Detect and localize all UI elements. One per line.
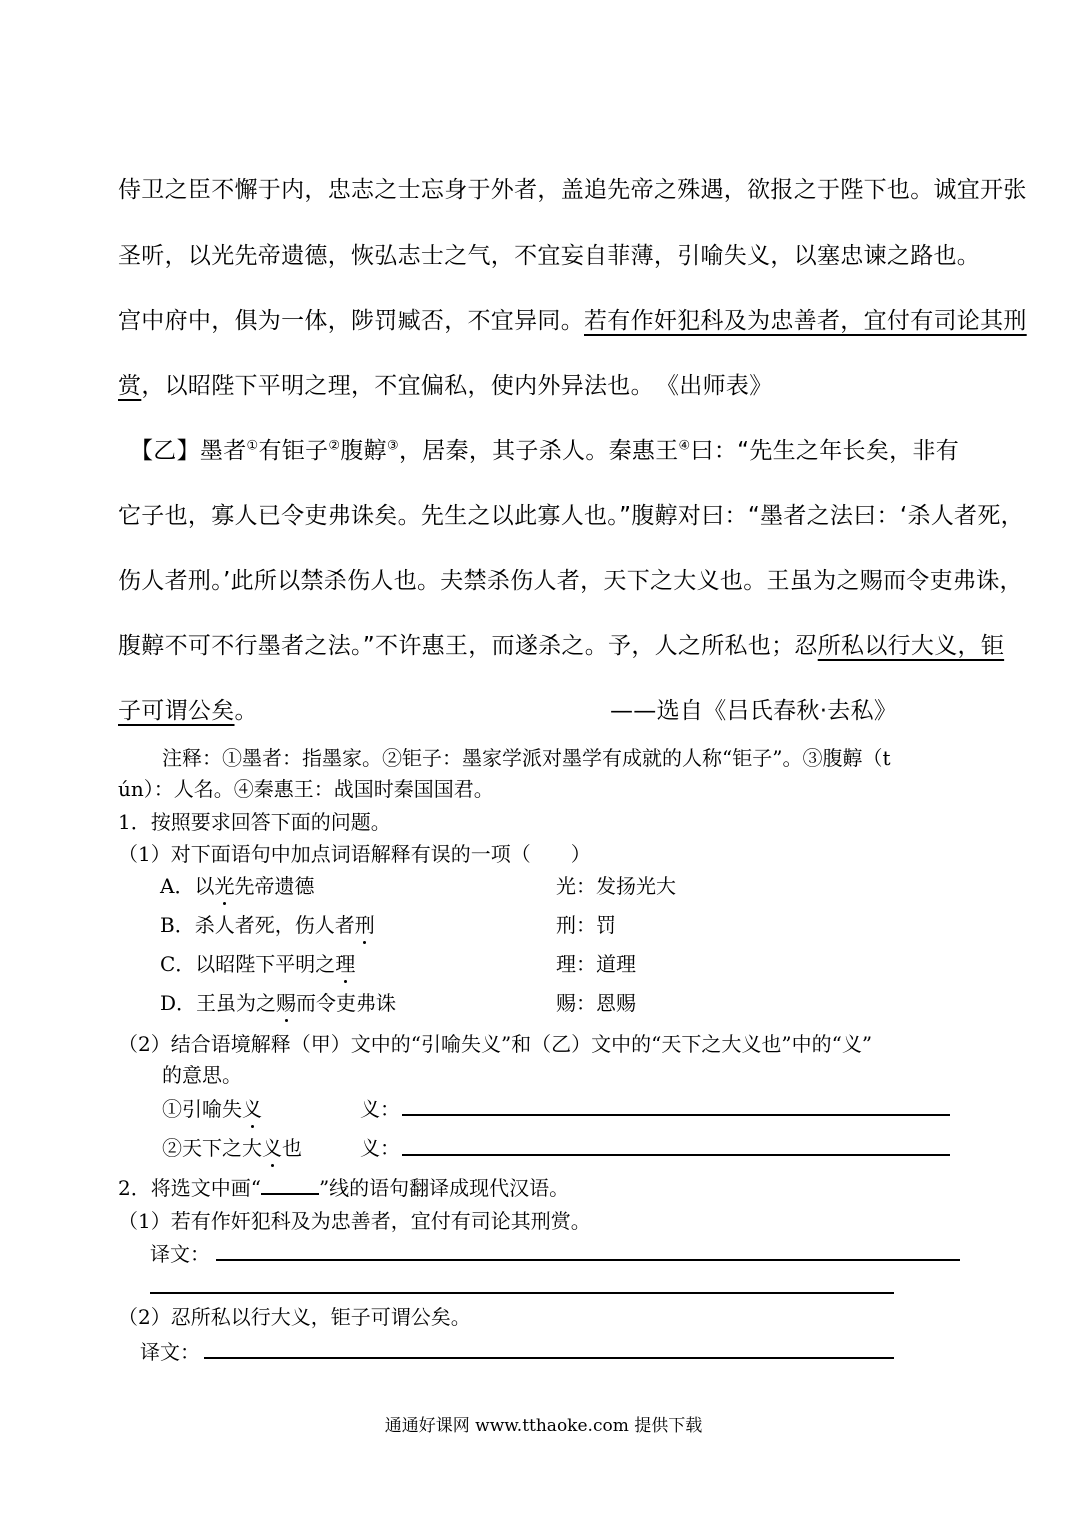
question-2-title-end: ”线的语句翻译成现代汉语。	[318, 1176, 570, 1200]
question-1-title: 1．按照要求回答下面的问题。	[118, 810, 391, 834]
passage-yi-underlined-end: 子可谓公矣	[118, 698, 235, 724]
question-2-sub-1: （1）若有作奸犯科及为忠善者，宜付有司论其刑赏。	[118, 1209, 591, 1233]
blank-2-phrase-end: 也	[282, 1136, 302, 1160]
option-d-text-end: 而令吏弗诛	[296, 991, 397, 1015]
blank-2-label: 义：	[360, 1136, 400, 1160]
notes-line-1: 注释：①墨者：指墨家。②钜子：墨家学派对墨学有成就的人称“钜子”。③腹䵍（t	[162, 746, 891, 770]
passage-yi-line-4	[118, 627, 1004, 660]
blank-2-phrase	[162, 1132, 302, 1161]
blank-1-phrase-text: ①引喻失	[162, 1097, 242, 1121]
answer-blank-2[interactable]	[402, 1154, 950, 1156]
question-1-sub-1: （1）对下面语句中加点词语解释有误的一项（ ）	[118, 842, 591, 866]
translation-1-line-1[interactable]	[216, 1259, 960, 1261]
passage-yi-source: ——选自《吕氏春秋·去私》	[610, 698, 898, 724]
passage-yi-text-a: 墨者	[199, 438, 247, 464]
passage-yi-line-3: 伤人者刑。’此所以禁杀伤人也。夫禁杀伤人者，天下之大义也。王虽为之赐而令吏弗诛，	[118, 568, 1023, 594]
blank-2-phrase-text: ②天下之大	[162, 1136, 262, 1160]
question-1-sub-2-line-1: （2）结合语境解释（甲）文中的“引喻失义”和（乙）文中的“天下之大义也”中的“义”	[118, 1032, 873, 1056]
blank-1-dotted-word: 义	[242, 1097, 262, 1121]
option-a	[160, 870, 314, 899]
passage-jia-line-3	[118, 302, 1027, 335]
note-ref-3: ③	[386, 438, 399, 454]
option-c-dotted-word: 理	[335, 952, 356, 976]
option-a-text: A．以	[160, 874, 215, 898]
passage-yi-line-1	[130, 432, 959, 465]
note-ref-2: ②	[328, 438, 341, 454]
option-d-text: D．王虽为之	[160, 991, 277, 1015]
passage-jia-line-4-text: ，以昭陛下平明之理，不宜偏私，使内外异法也。	[141, 373, 654, 399]
option-a-dotted-word: 光	[214, 874, 235, 898]
passage-jia-line-4	[118, 367, 654, 400]
translation-2-label: 译文：	[140, 1340, 200, 1364]
passage-jia-line-2: 圣听，以光先帝遗德，恢弘志士之气，不宜妄自菲薄，引喻失义，以塞忠谏之路也。	[118, 243, 981, 269]
blank-2-dotted-word: 义	[262, 1136, 282, 1160]
question-2-title	[118, 1172, 569, 1201]
passage-jia-source: 《出师表》	[656, 373, 773, 399]
option-b-dotted-word: 刑	[354, 913, 375, 937]
option-d-dotted-word: 赐	[276, 991, 297, 1015]
passage-yi-text-b: 有钜子	[258, 438, 329, 464]
option-a-meaning: 光：发扬光大	[556, 874, 676, 898]
passage-yi-line-2: 它子也，寡人已令吏弗诛矣。先生之以此寡人也。”腹䵍对曰：“墨者之法曰：‘杀人者死，	[118, 503, 1024, 529]
underline-sample	[261, 1175, 319, 1195]
passage-jia-underlined-sentence: 若有作奸犯科及为忠善者，宜付有司论其刑	[584, 308, 1027, 334]
option-d	[160, 987, 396, 1016]
passage-yi-line-4-text: 腹䵍不可不行墨者之法。”不许惠王，而遂杀之。予，人之所私也；忍	[118, 633, 818, 659]
passage-jia-line-3-text: 宫中府中，俱为一体，陟罚臧否，不宜异同。	[118, 308, 584, 334]
question-2-sub-2: （2）忍所私以行大义，钜子可谓公矣。	[118, 1305, 471, 1329]
option-c	[160, 948, 355, 977]
option-c-meaning: 理：道理	[556, 952, 636, 976]
question-1-sub-2-line-2: 的意思。	[162, 1063, 242, 1087]
note-ref-4: ④	[678, 438, 691, 454]
translation-1-label: 译文：	[150, 1242, 210, 1266]
passage-yi-text-d: ，居秦，其子杀人。秦惠王	[398, 438, 679, 464]
answer-blank-1[interactable]	[402, 1114, 950, 1116]
option-b	[160, 909, 375, 938]
passage-yi-text-c: 腹䵍	[340, 438, 387, 464]
passage-yi-line-5	[118, 692, 258, 725]
passage-jia-underlined-end: 赏	[118, 373, 142, 399]
passage-yi-line-5-text: 。	[234, 698, 258, 724]
translation-2-line[interactable]	[204, 1357, 894, 1359]
translation-1-line-2[interactable]	[150, 1292, 894, 1294]
note-ref-1: ①	[246, 438, 259, 454]
option-b-meaning: 刑：罚	[556, 913, 616, 937]
passage-yi-underlined-sentence: 所私以行大义，钜	[817, 633, 1005, 659]
passage-yi-text-e: 曰：“先生之年长矣，非有	[690, 438, 960, 464]
question-2-title-start: 2．将选文中画“	[118, 1176, 261, 1200]
footer-text: 通通好课网 www.tthaoke.com 提供下载	[384, 1416, 703, 1436]
passage-jia-line-1: 侍卫之臣不懈于内，忠志之士忘身于外者，盖追先帝之殊遇，欲报之于陛下也。诚宜开张	[118, 177, 1027, 203]
option-b-text: B．杀人者死，伤人者	[160, 913, 355, 937]
option-a-text-end: 先帝遗德	[234, 874, 315, 898]
option-c-text: C．以昭陛下平明之	[160, 952, 336, 976]
blank-1-phrase	[162, 1093, 262, 1122]
option-d-meaning: 赐：恩赐	[556, 991, 636, 1015]
passage-yi-bracket: 【乙】	[130, 438, 200, 464]
notes-line-2: ún）：人名。④秦惠王：战国时秦国国君。	[118, 777, 494, 801]
blank-1-label: 义：	[360, 1097, 400, 1121]
